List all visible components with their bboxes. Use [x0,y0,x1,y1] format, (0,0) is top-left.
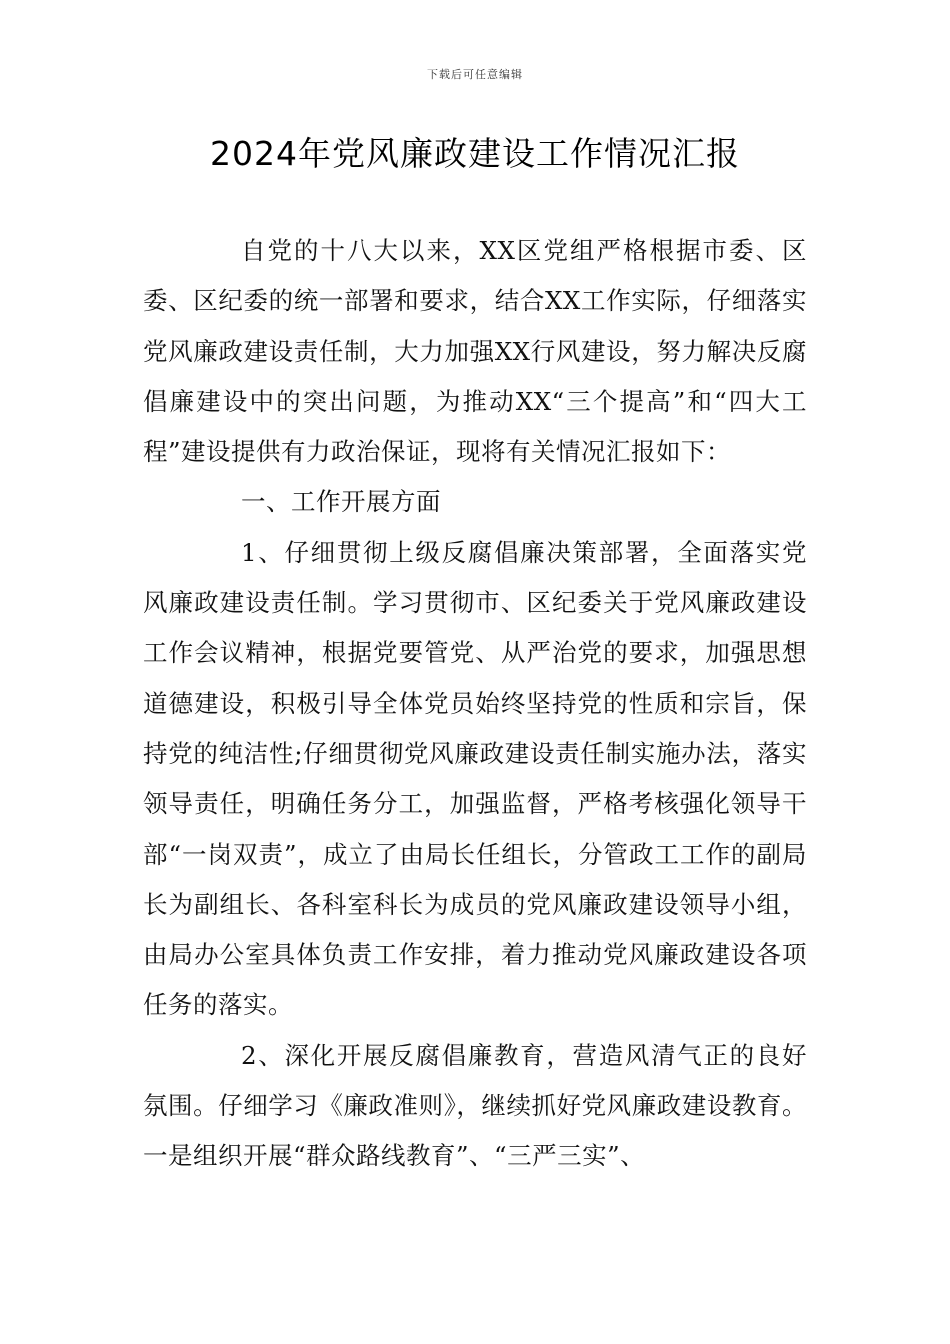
paragraph-item-2: 2、深化开展反腐倡廉教育，营造风清气正的良好氛围。仔细学习《廉政准则》，继续抓好党风廉政建设教育。一是组织开展“群众路线教育”、“三严三实”、 [143,1040,807,1171]
header-note: 下载后可任意编辑 [427,68,523,81]
section-heading: 一、工作开展方面 [241,487,441,517]
intro-paragraph: 自党的十八大以来，XX区党组严格根据市委、区委、区纪委的统一部署和要求，结合XX工作实际，仔细落实党风廉政建设责任制，大力加强XX行风建设，努力解决反腐倡廉建设中的突出问题，为推动XX“三个提高”和“四大工程”建设提供有力政治保证，现将有关情况汇报如下： [143,236,807,467]
paragraph-item-1: 1、仔细贯彻上级反腐倡廉决策部署，全面落实党风廉政建设责任制。学习贯彻市、区纪委关于党风廉政建设工作会议精神，根据党要管党、从严治党的要求，加强思想道德建设，积极引导全体党员始终坚持党的性质和宗旨，保持党的纯洁性;仔细贯彻党风廉政建设责任制实施办法，落实领导责任，明确任务分工，加强监督，严格考核强化领导干部“一岗双责”，成立了由局长任组长，分管政工工作的副局长为副组长、各科室科长为成员的党风廉政建设领导小组，由局办公室具体负责工作安排，着力推动党风廉政建设各项任务的落实。 [143,537,807,1020]
document-body [143,226,807,1182]
document-title: 2024年党风廉政建设工作情况汇报 [210,134,740,173]
